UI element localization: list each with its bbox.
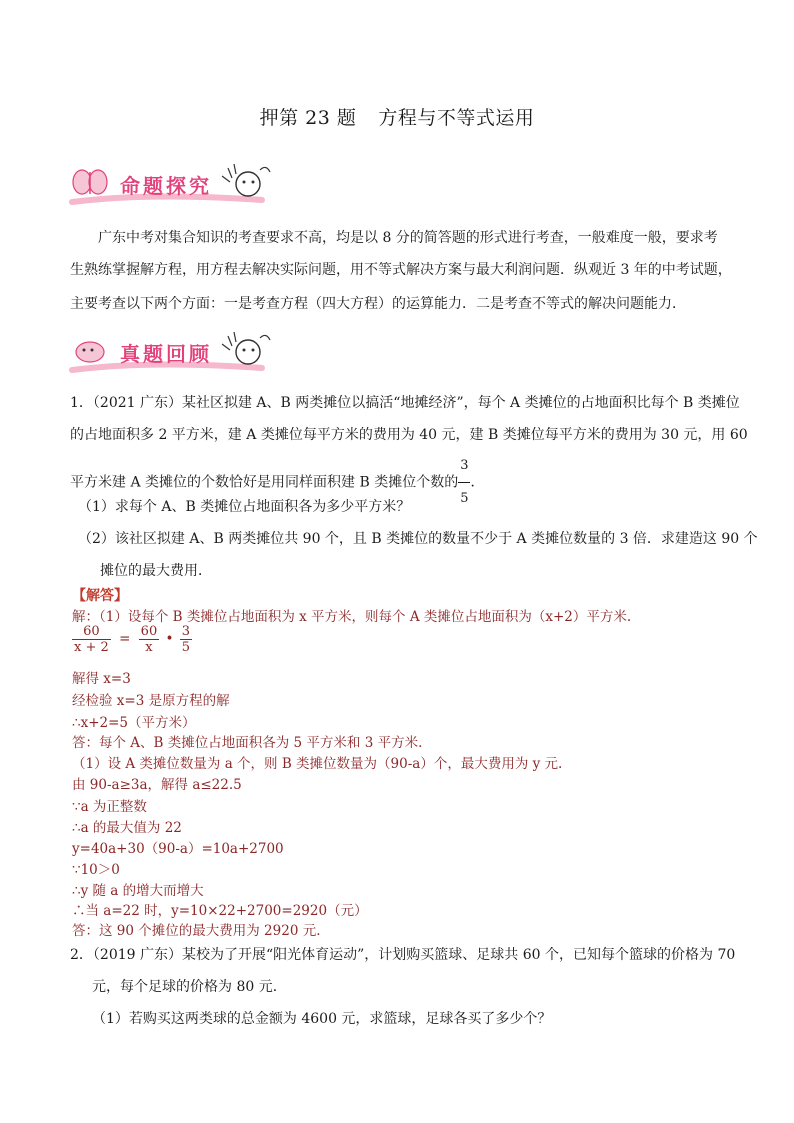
equation-right-fraction: $\frac{60}{x}$ (140, 624, 158, 655)
answer-line: ∵a 为正整数 (72, 799, 147, 815)
answer-line: 答：每个 A、B 类摊位占地面积各为 5 平方米和 3 平方米. (72, 735, 423, 751)
section-banner-review (62, 330, 292, 376)
answer-line: ∴x+2=5（平方米） (72, 715, 196, 731)
answer-line: 解得 x=3 (72, 671, 131, 687)
answer-line: ∴a 的最大值为 22 (72, 820, 182, 836)
question-1-line: 1．（2021 广东）某社区拟建 A、B 两类摊位以搞活“地摊经济”，每个 A 类摊位的占地面积比每个 B 类摊位 (70, 395, 740, 411)
question-2-line: 元，每个足球的价格为 80 元． (92, 979, 287, 995)
answer-line: ∵10＞0 (72, 862, 120, 878)
answer-line: y=40a+30（90-a）=10a+2700 (72, 841, 284, 857)
answer-line: 由 90-a≥3a，解得 a≤22.5 (72, 777, 242, 793)
question-1-part-2: 摊位的最大费用． (100, 563, 212, 579)
question-1-line: 平方米建 A 类摊位的个数恰好是用同样面积建 B 类摊位个数的 $\frac{3}{5}$ ． (70, 450, 484, 515)
equation-left-fraction: $\frac{60}{x + 2}$ (74, 624, 109, 655)
intro-line: 广东中考对集合知识的考查要求不高，均是以 8 分的简答题的形式进行考查，一般难度一般，要求考 (98, 230, 718, 246)
intro-line: 主要考查以下两个方面：一是考查方程（四大方程）的运算能力．二是考查不等式的解决问题能力． (70, 296, 686, 312)
answer-line: ∴当 a=22 时，y=10×22+2700=2920（元） (72, 903, 368, 919)
equation-factor-fraction: $\frac{3}{5}$ (181, 624, 191, 655)
answer-line: （1）设 A 类摊位数量为 a 个，则 B 类摊位数量为（90-a）个，最大费用为 y 元. (72, 756, 563, 772)
question-1-part-1: （1）求每个 A、B 类摊位占地面积各为多少平方米？ (78, 499, 411, 515)
answer-line: ∴y 随 a 的增大而增大 (72, 883, 204, 899)
title-topic: 方程与不等式运用 (378, 107, 535, 129)
banner-label: 命题探究 (120, 174, 212, 198)
question-1-line: 的占地面积多 2 平方米，建 A 类摊位每平方米的费用为 40 元，建 B 类摊位每平方米的费用为 30 元，用 60 (70, 427, 748, 443)
answer-heading: 【解答】 (72, 588, 128, 604)
intro-line: 生熟练掌握解方程，用方程去解决实际问题，用不等式解决方案与最大利润问题．纵观近 3 年的中考试题， (70, 262, 732, 278)
question-2-line: 2．（2019 广东）某校为了开展“阳光体育运动”，计划购买篮球、足球共 60 个，已知每个篮球的价格为 70 (70, 947, 736, 963)
page-title (0, 103, 794, 130)
section-banner-exploration (62, 162, 292, 208)
answer-line: 答：这 90 个摊位的最大费用为 2920 元. (72, 923, 321, 939)
question-1-part-2: （2）该社区拟建 A、B 两类摊位共 90 个，且 B 类摊位的数量不少于 A 类摊位数量的 3 倍．求建造这 90 个 (78, 531, 758, 547)
answer-line: 解：（1）设每个 B 类摊位占地面积为 x 平方米，则每个 A 类摊位占地面积为（x+2）平方米. (72, 609, 632, 625)
answer-line: 经检验 x=3 是原方程的解 (72, 693, 230, 709)
answer-equation: $\frac{60}{x + 2}$ = $\frac{60}{x}$ • $\frac{3}{5}$ (74, 624, 191, 655)
title-number: 押第 23 题 (259, 107, 357, 129)
question-2-part-1: （1）若购买这两类球的总金额为 4600 元，求篮球，足球各买了多少个？ (92, 1011, 552, 1027)
banner-label: 真题回顾 (120, 342, 212, 366)
intro-paragraph (70, 222, 726, 254)
fraction-three-fifths: $\frac{3}{5}$ (458, 450, 470, 515)
